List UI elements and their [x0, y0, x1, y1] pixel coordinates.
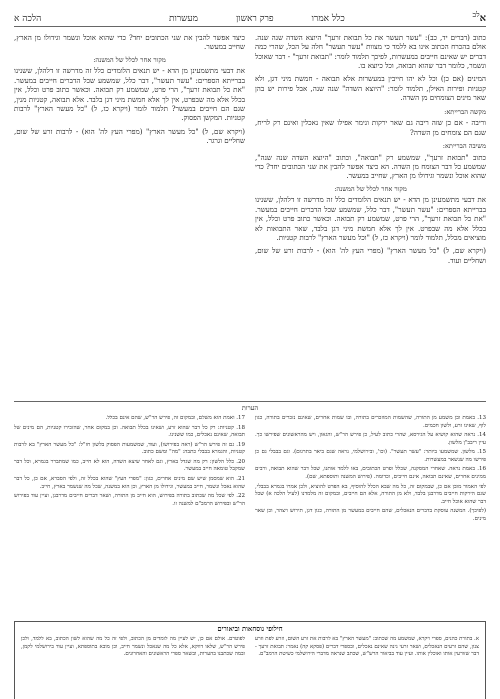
- footnote: 21. הוא שמסמן שיש שם מינים אחרים, כגון: "מפרי העץ" שהוא בכלל זה, ולפי הסברא, אם כן, כל דבר שהוא נאכל ונשמר, חייב במעשר, וגידולו מן הארץ, וכן הוא במשנה, שכל מה שנשמר בארץ, חייב.: [14, 476, 245, 490]
- header-title-1: כלל אמרו: [311, 14, 345, 24]
- header-title-3: מעשרות: [168, 14, 198, 24]
- paragraph: המינים (אם כן) וכל לא יהו חייבין במעשרות אלא תבואה - חמשת מיני דגן, ולא קטניות ופירות האילן, תלמוד לומר: "היוצא השדה" שנה שנה, אבל פירות יש בהן שאר מינים הצומחים מן השדה.: [255, 74, 486, 103]
- header-title-2: פרק ראשון: [235, 14, 274, 24]
- main-text: [14, 33, 486, 395]
- paragraph: כתוב (דברים יד, כב): "עשר תעשר את כל תבואת זרעך" היוצא השדה שנה שנה. אולם בהכרח הכתוב אינו בא ללמד כי מצוות "עשר תעשר" חלה על הכל, שהרי כמה דברים יש שאינם חייבים במעשרות, לפיכך תלמוד לומר: "תבואת זרעך" - דבר שאוכל ונשמר, כלומר דבר שהוא תבואה, וכל כיוצא בו.: [255, 33, 486, 71]
- footnote: 13. באמת ובן משמע מן התורה, שהשמות המוזכרים בתורה, ובו שמות אחרים, שאינם נזכרים בתורה, כגון לוף, שאינו זרע, ולשון חכמים.: [255, 415, 486, 429]
- footnote: 22. לפי שכל מה שכתוב בתורה בפירוש, הוא חייב מן התורה, ושאר דברים חייבים מדרבנן, ועיין עוד בפירוש הר"ש ובפירוש הרמב"ם למשנה זו.: [14, 493, 245, 507]
- footnote: 15. מלשון. שמשמעו ביותר: "עשר תעשר". (וכו', ובירושלמי, נראה שגם ביאר בתרגום). וגם בבבלי גם כן פירשו מה שנשאר במעשרות.: [255, 449, 486, 463]
- section-label: משיבה הברייתא:: [442, 141, 486, 150]
- paragraph: כיצד אפשר להבין את שני הכתובים יחד? כדי שהוא אוכל ונשמר וגידולו מן הארץ, שחייב במעשר.: [14, 33, 245, 52]
- page-header: [14, 10, 486, 27]
- variant-readings-left: לפוטרם. אולם אם כן, יש לעיין מה לומדים מן הכתוב, ולפי זה כל מה שהוא לשון הכתוב, בא ללמד, ולכן פירש הר"ש, שלאו דווקא, אלא כל מה שנאכל ונשמר חייב, וכן מובא בתוספתא, ועיין עוד בירושלמי לקמן, ובמה שכתבנו בהערות, ובשאר ספרי הראשונים והאחרונים.: [21, 636, 245, 658]
- paragraph: את דבעי מתשמעינן מן הדא - יש תנאים הלומדים כלל זה מדרשה זו דלהלן, ששנינו בברייתא הספרים: "עשר תעשר", דבר כלל, שמשמע שכל הדברים חייבים במעשר. "את כל תבואת זרעך", הרי פרט, שמשמע רק תבואה. וכאשר כתוב פרט וכלל, אין בכלל אלא מה שבפרט. אין לך אלא חמשת מיני דגן בלבד, שאר התבואות לא מוציאים מכלל, תלמוד לומר (ויקרא כז, ל) "וכל מעשר הארץ" לרבות קטניות.: [255, 195, 486, 242]
- footnotes-right: [255, 415, 486, 615]
- right-column: [255, 33, 486, 395]
- footnotes-left: [14, 415, 245, 615]
- footnote: 17. ואמת הוא משלם, ובמקום זה, פירש הר"ש, שהם אינם בכלל.: [105, 415, 245, 421]
- header-titles: [169, 13, 345, 24]
- section-label: מקשה הברייתא:: [444, 107, 486, 116]
- variant-readings-right: א. בתורת כהנים, ספרי ויקרא, שמשמע מה שכתוב: "מעשר הארץ" בא לרבות את זרע השום, וזרע לפת וזרע צנון, שהם זרעים הנאכלים, ושאר זרעי גינה שאינם נאכלים, ובספרי דברים (פסקא קה) נאמר: תבואת זרעך - דבר שזורעין אותו ואוכלין אותו. ועיין עוד בביאור הרש"ש, שכתב שנראה מדברי הירושלמי כשיטת הרמב"ם.: [255, 636, 479, 658]
- footnote: 19. גם זה פירש הר"ש (ראה בפירושו), ועוד, שמשמעות הפסוק בלשון חז"ל: "כל מעשר הארץ" בא לרבות קטניות, והגמרא בבבלי כתבה: "מה" ומשם כתוב.: [14, 441, 245, 456]
- footnote: 20. כלל הלשון: רק מה שגדל בארץ, וגם לאחר שיצא השדה, הוא לא חייב, כמו שמתברר בגמרא, וכל דבר שמקבל טומאה חייב במעשר.: [14, 458, 245, 473]
- footnote: 14. נראה שהוא קושיא על הגירסא, שהרי כתוב לעיל, כן פירש הר"ש, והגאון, ויש מהראשונים שפירשו כך. עיין ריבב"ן מלשון.: [255, 432, 486, 446]
- variant-readings-box: [14, 621, 486, 699]
- paragraph: (ויקרא שם, ל) "כל מעשר הארץ" (מפרי העץ לה' הוא) - לרבות זרע של שום, ושחליים ועוד.: [255, 246, 486, 265]
- section-label: מקור אחר לכלל של המשנה:: [334, 184, 407, 193]
- footnotes: [14, 401, 486, 615]
- paragraph: וריבה - אם כן שזה ריבה גם שאר ירקות ונימר אפילו שאין נאכלין ואינם רק לריח, שגם הם צומחים מן השדה?: [255, 118, 486, 137]
- left-column: [14, 33, 245, 395]
- footnote: לפי האמור מובן אם כן, שבמקום זה, כל מה שבא הכלל להוסיף, בא הפרט להוציא, ולכן אמרו בגמרא בבבלי, שגם הירקות חייבים מדרבנן בלבד, ולא מן התורה, אלא הם חייבים, ובמקום זה מלמדנו (לעיל הלכה א) שכל דבר שהוא אוכל חייב.: [255, 483, 486, 505]
- footnote: (לפיכך). המשנה עוסקת בדברים הנאכלים, שהם חייבים במעשר מן התורה, כגון דגן, תירוש ויצהר, וכן שאר מינים.: [255, 508, 486, 522]
- paragraph: כתוב "תבואת זרעך", שמשמע רק "תבואה", וכתוב "היוצא השדה שנה שנה", שמשמע כל דבר הצומח מן השדה. הא כיצד אפשר להבין את שני הכתובים יחד? כדי שהוא אוכל ונשמר וגידולו מן הארץ, שחייב במעשר.: [255, 152, 486, 181]
- footnote: 18. קטניות: רק כל דבר שהוא זרע, ושאינו בכלל תבואה. וכן במקום אחר, שהזכירו קטניות, הם מינים של תבואה, שאינם נאכלים, כמו ששנינו.: [14, 424, 245, 439]
- footnote: 16. באמת נראה. שאחרי המסקנה, שכלל ופרט הכתובים, באו ללמד אותנו, שכל דבר שהוא תבואה, ורבים ממינים אחרים, שאינם תבואה, אינם חייבים, וכדומה. (פירוש המשנה ותוספתא, שם).: [255, 466, 486, 481]
- variant-readings-title: חילופי נוסחאות וביאורים: [217, 625, 283, 633]
- header-page-number: א$^{לב}$: [472, 10, 486, 24]
- paragraph: את דבעי מתשמעינן מן הדא - יש תנאים הלומדים כלל זה מדרשה זו דלהלן, ששנינו בברייתא הספרים: "עשר תעשר", דבר כלל, שמשמע שכל הדברים חייבים במעשר. "את כל תבואת זרעך", הרי פרט, שמשמע רק תבואה. וכאשר כתוב פרט וכלל, אין בכלל אלא מה שבפרט, אין לך אלא חמשת מיני דגן בלבד. אלא תבואה, קטניות מנין, שגם הם חייבים במעשר? תלמוד לומר (ויקרא כז, ל) "כל מעשר הארץ" לרבות קטניות. המקשן הפסוק.: [14, 66, 245, 123]
- paragraph: (ויקרא שם, ל) "כל מעשר הארץ" (מפרי העץ לה' הוא) - לרבות זרע של שום, שחליים וגרגר.: [14, 126, 245, 145]
- section-label: מקור אחר לכלל של המשנה:: [93, 55, 166, 64]
- header-section: הלכה א: [14, 14, 42, 24]
- footnotes-title: הערות: [241, 404, 259, 412]
